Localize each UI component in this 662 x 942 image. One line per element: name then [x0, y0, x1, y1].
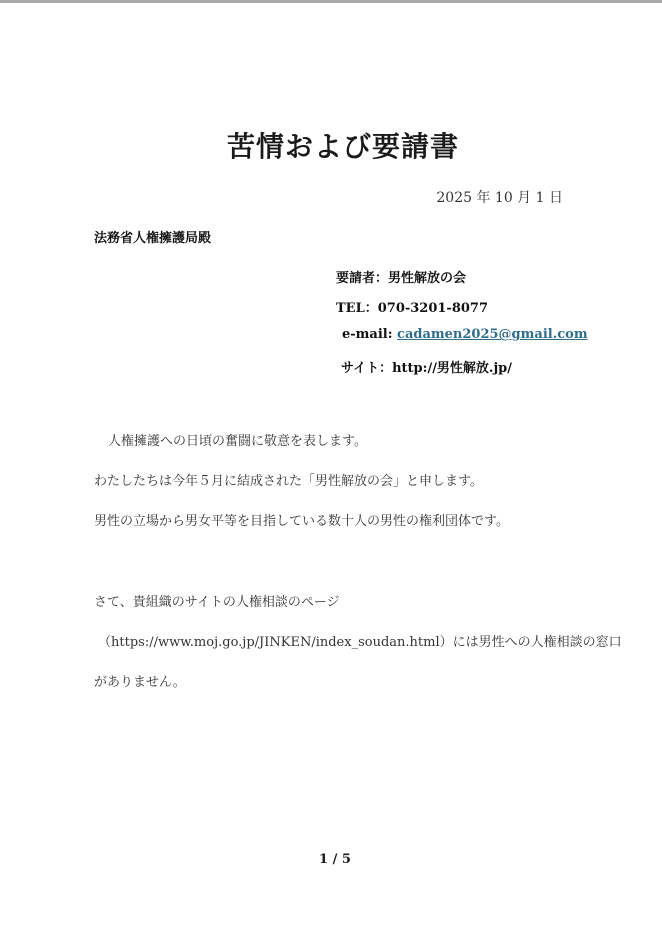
body-paragraph-line: 人権擁護への日頃の奮闘に敬意を表します。 — [108, 434, 367, 449]
body-paragraph-line: さて、貴組織のサイトの人権相談のページ — [94, 595, 340, 610]
site-line: サイト：http://男性解放.jp/ — [341, 361, 513, 376]
email-link[interactable]: cadamen2025@gmail.com — [397, 327, 588, 342]
body-paragraph-line: （https://www.moj.go.jp/JINKEN/index_soudan.html）には男性への人権相談の窓口 — [98, 635, 622, 650]
document-date: 2025 年 10 月 1 日 — [436, 190, 563, 206]
body-paragraph-line: 男性の立場から男女平等を目指している数十人の男性の権利団体です。 — [94, 514, 509, 529]
body-paragraph-line: がありません。 — [94, 675, 186, 690]
page-number: 1 / 5 — [319, 852, 351, 867]
body-paragraph-line: わたしたちは今年５月に結成された「男性解放の会」と申します。 — [94, 474, 483, 489]
requester-line: 要請者：男性解放の会 — [336, 271, 467, 286]
page-title: 苦情および要請書 — [226, 130, 459, 163]
email-label: e-mail: — [342, 327, 398, 342]
email-line — [342, 327, 588, 342]
addressee: 法務省人権擁護局殿 — [94, 231, 212, 246]
tel-line: TEL：070-3201-8077 — [336, 301, 489, 316]
document-page — [0, 3, 662, 942]
